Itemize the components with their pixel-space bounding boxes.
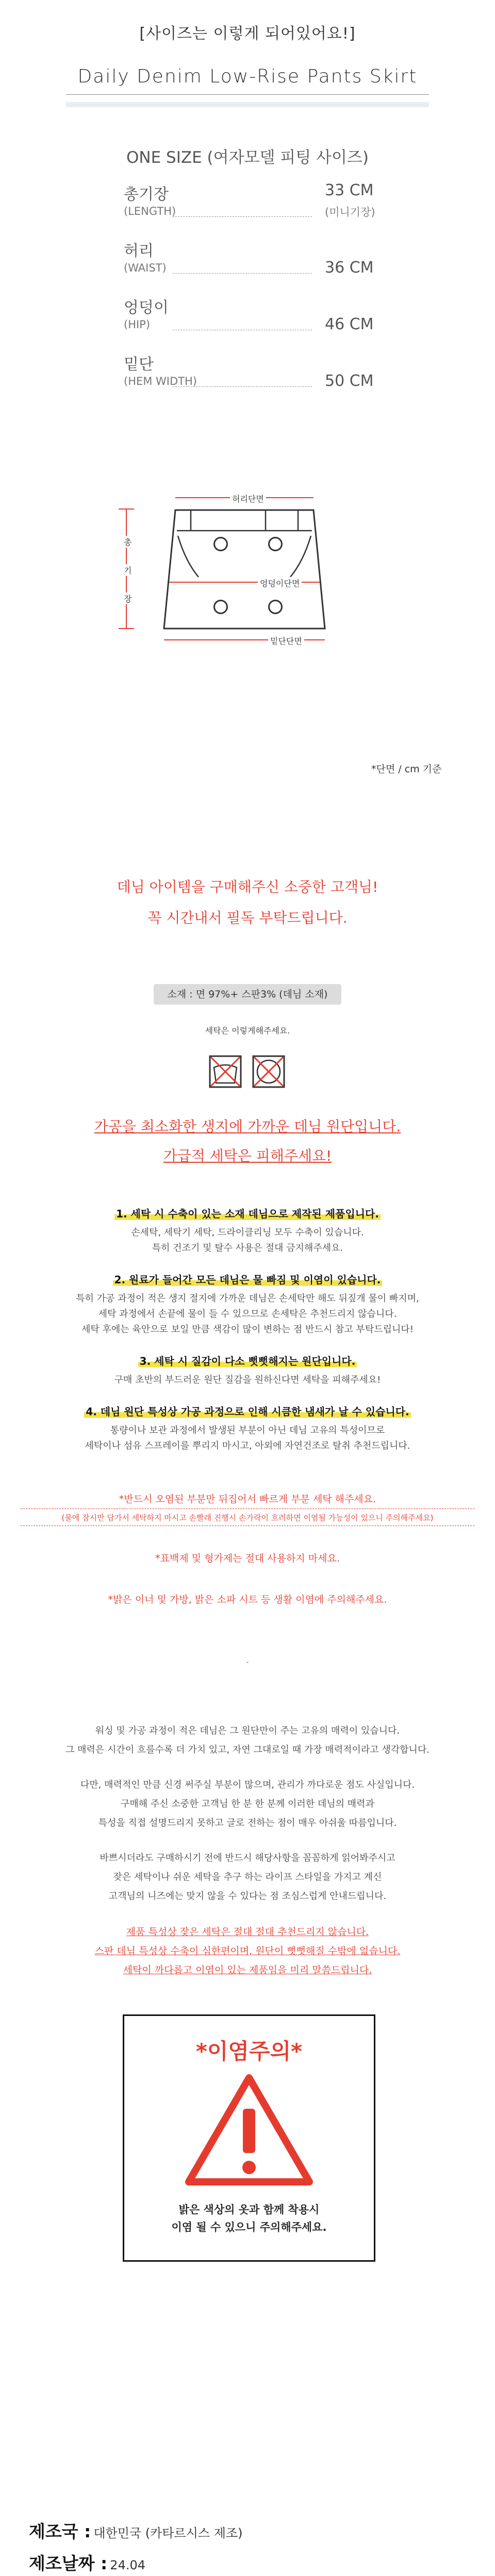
size-row-hem <box>124 351 392 403</box>
tip-3-head <box>0 1353 495 1368</box>
desc-1-2: 그 매력은 시간이 흐를수록 더 가치 있고, 자연 그대로일 때 가장 매력적이라고 생각합니다. <box>65 1744 430 1755</box>
no-wash-icon <box>204 1051 291 1092</box>
thanks-line-2: 꼭 시간내서 필독 부탁드립니다. <box>147 909 348 926</box>
maker-label: 제조국 : <box>29 2521 91 2541</box>
wash-title: 세탁은 이렇게해주세요. <box>205 1026 290 1036</box>
tip-1-head-text: 1. 세탁 시 수축이 있는 소재 데님으로 제작된 제품입니다. <box>114 1208 381 1220</box>
warning-1: *반드시 오염된 부분만 뒤집어서 빠르게 부분 세탁 해주세요. <box>119 1494 376 1505</box>
tip-2-body-1: 특히 가공 과정이 적은 생지 절지에 가까운 데님은 손세탁만 해도 뒤짚개 물이 빠지며, <box>76 1293 419 1304</box>
size-value: 33 CM <box>325 181 374 199</box>
length-label-3: 장 <box>122 592 134 604</box>
tip-4-body-1: 통량이나 보관 과정에서 발생된 부분이 아닌 데님 고유의 특성이므로 <box>110 1425 385 1436</box>
desc-3-3: 고객님의 니즈에는 맞지 않을 수 있다는 점 조심스럽게 안내드립니다. <box>108 1891 387 1902</box>
size-sublabel: (HIP) <box>124 318 151 331</box>
footer <box>0 2514 495 2576</box>
tip-4-head-text: 4. 데님 원단 특성상 가공 과정으로 인해 시큼한 냄새가 날 수 있습니다. <box>84 1405 410 1418</box>
red-line-3 <box>0 1962 495 1976</box>
unit-note: *단면 / cm 기준 <box>371 764 442 775</box>
caution-line-2: 이염 될 수 있으니 주의해주세요. <box>171 2221 327 2233</box>
header-divider <box>66 94 429 95</box>
material-info: 소재 : 면 97%+ 스판3% (데님 소재) <box>154 984 341 1005</box>
tip-1-head <box>0 1206 495 1221</box>
desc-2-3: 특성을 직접 설명드리지 못하고 글로 전하는 점이 매우 아쉬울 따름입니다. <box>98 1818 397 1828</box>
thanks-line-1: 데님 아이템을 구매해주신 소중한 고객님! <box>117 878 378 895</box>
red-line-1-text: 제품 특성상 잦은 세탁은 절대 절대 추천드리지 않습니다. <box>126 1926 369 1938</box>
wash-care-icons <box>204 1051 291 1092</box>
warning-1-dash-box <box>21 1509 474 1526</box>
maker-value: 대한민국 (카타르시스 제조) <box>93 2526 243 2540</box>
hem-label: 밑단단면 <box>268 635 304 647</box>
tip-4-head <box>0 1403 495 1418</box>
desc-1-1: 워싱 및 가공 과정이 적은 데님은 그 원단만이 주는 고유의 매력이 있습니다. <box>95 1725 400 1736</box>
warning-1-sub: (물에 잠시만 담가서 세탁하지 마시고 손빨래 진행시 손가락이 흐려하면 이염될 가능성이 있으니 주의해주세요) <box>61 1513 434 1522</box>
size-label: 엉덩이 <box>124 299 169 317</box>
size-section-title: [사이즈는 이렇게 되어있어요!] <box>139 25 356 43</box>
size-row-waist <box>124 238 392 290</box>
warning-triangle-icon <box>185 2073 314 2186</box>
tip-4-body-2: 세탁이나 섬유 스프레이를 뿌리지 마시고, 아외에 자연건조로 탈취 추천드립니다. <box>85 1440 410 1451</box>
size-value: 50 CM <box>325 372 374 390</box>
footer-date <box>29 2550 145 2574</box>
tip-2-head <box>0 1272 495 1286</box>
skirt-size-diagram <box>103 479 392 716</box>
size-heading: ONE SIZE (여자모델 피팅 사이즈) <box>126 148 369 167</box>
tip-2-body-3: 세탁 후에는 육안으로 보일 만큼 색감이 많이 변하는 점 반드시 참고 부탁드립니다! <box>81 1324 414 1335</box>
caution-line-1: 밝은 색상의 옷과 함께 착용시 <box>178 2204 320 2216</box>
caution-box <box>123 2014 375 2262</box>
size-dash <box>173 216 312 217</box>
size-sublabel: (WAIST) <box>124 262 167 274</box>
size-row-hip <box>124 295 392 346</box>
size-dash <box>173 386 312 387</box>
size-dash <box>173 273 312 274</box>
tip-3-body-1: 구매 초반의 부드러운 원단 질감을 원하신다면 세탁을 피해주세요! <box>114 1375 381 1385</box>
button-icon <box>213 600 228 614</box>
length-label-1: 총 <box>122 536 134 548</box>
product-name: Daily Denim Low-Rise Pants Skirt <box>77 66 418 87</box>
length-label-2: 기 <box>122 564 134 576</box>
red-line-2 <box>0 1943 495 1957</box>
desc-2-2: 구매해 주신 소중한 고객님 한 분 한 분께 이러한 데님의 매력과 <box>121 1799 374 1809</box>
button-icon <box>268 537 283 551</box>
tip-1-body-2: 특히 건조기 및 탈수 사용은 절대 금지해주세요. <box>152 1243 343 1253</box>
caution-title: *이염주의* <box>195 2039 303 2064</box>
date-label: 제조날짜 : <box>29 2553 108 2573</box>
primary-notice-1 <box>0 1115 495 1136</box>
button-icon <box>268 600 283 614</box>
size-row-length <box>124 181 392 233</box>
divider-dot: ˇ <box>245 1662 250 1670</box>
tip-2-body-2: 세탁 과정에서 손끝에 물이 들 수 있으므로 손세탁은 추천드리지 않습니다. <box>98 1309 397 1319</box>
size-label: 밑단 <box>124 355 154 374</box>
size-value: 46 CM <box>325 315 374 333</box>
size-sublabel: (LENGTH) <box>124 205 176 217</box>
size-value: 36 CM <box>325 259 374 277</box>
desc-3-2: 잦은 세탁이나 쉬운 세탁을 추구 하는 라이프 스타일을 가지고 계신 <box>113 1872 382 1883</box>
button-icon <box>213 537 228 551</box>
red-line-2-text: 스판 데님 특성상 수축이 심한편이며, 원단이 뻣뻣해질 수밖에 없습니다. <box>94 1945 401 1957</box>
size-sublabel: (HEM WIDTH) <box>124 375 197 387</box>
primary-notice-1-text: 가공을 최소화한 생지에 가까운 데님 원단입니다. <box>94 1118 401 1135</box>
red-line-3-text: 세탁이 까다롭고 이염이 있는 제품임을 미리 말씀드립니다. <box>123 1964 372 1976</box>
tip-2-head-text: 2. 원료가 들어간 모든 데님은 물 빠짐 및 이염이 있습니다. <box>113 1274 383 1286</box>
date-value: 24.04 <box>110 2558 146 2572</box>
primary-notice-2-text: 가급적 세탁은 피해주세요! <box>163 1147 332 1164</box>
hip-label: 엉덩이단면 <box>258 577 302 589</box>
tip-1-body-1: 손세탁, 세탁기 세탁, 드라이클리닝 모두 수축이 있습니다. <box>131 1227 364 1238</box>
footer-maker <box>29 2518 242 2543</box>
size-note: (미니기장) <box>325 206 375 218</box>
warning-3: *밝은 이너 및 가방, 밝은 소파 시트 등 생활 이염에 주의해주세요. <box>108 1594 387 1605</box>
skirt-illustration <box>103 479 392 716</box>
size-label: 총기장 <box>124 185 169 204</box>
desc-3-1: 바쁘시더라도 구매하시기 전에 반드시 해당사항을 꼼꼼하게 읽어봐주시고 <box>100 1853 395 1863</box>
primary-notice-2 <box>0 1145 495 1165</box>
desc-2-1: 다만, 매력적인 만큼 신경 써주실 부분이 많으며, 관리가 까다로운 점도 사실입니다. <box>80 1780 415 1790</box>
tip-3-head-text: 3. 세탁 시 질감이 다소 뻣뻣해지는 원단입니다. <box>138 1355 357 1367</box>
size-label: 허리 <box>124 242 154 260</box>
red-line-1 <box>0 1924 495 1938</box>
warning-2: *표백제 및 형가제는 절대 사용하지 마세요. <box>155 1553 340 1564</box>
header-band <box>66 102 429 107</box>
waist-label: 허리단면 <box>230 493 266 504</box>
